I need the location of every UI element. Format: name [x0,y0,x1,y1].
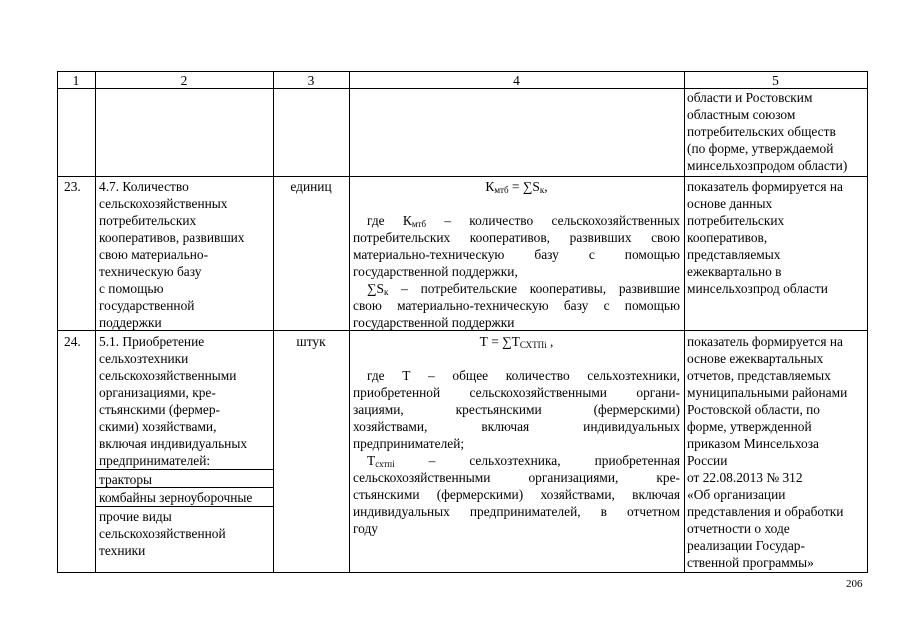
description-line: стьянскими (фермерскими) хозяйствами, включая [353,487,680,502]
source-text: ежеквартально в [687,264,782,279]
description-line: потребительских кооперативов, развивших свою [353,230,680,245]
formula-subscript: СХТПi [519,340,547,350]
source-text: основе данных [687,196,773,211]
indicator-name: 5.1. Приобретение [99,334,205,349]
source-text: минсельхозпрод области [687,281,828,296]
description-text: Т [367,453,376,468]
subrow-divider [95,506,273,507]
sub-item-tractors: тракторы [99,472,153,487]
source-text: потребительских [687,213,785,228]
formula-subscript: к [539,185,545,195]
source-text: форме, утвержденной [687,419,812,434]
source-text: муниципальными районами [687,385,848,400]
source-text: «Об организации [687,487,786,502]
cell-text: (по форме, утверждаемой [687,141,834,156]
formula-symbol: К [485,179,495,194]
source-text: отчетности о ходе [687,521,790,536]
indicator-name: государственной [99,298,195,313]
row-number: 23. [64,179,81,194]
indicator-name: поддержки [99,315,162,330]
cell-text: потребительских обществ [687,124,836,139]
indicator-name: техническую базу [99,264,202,279]
description-line: году [353,521,378,536]
header-col-2: 2 [180,73,188,88]
description-subscript: схтпi [375,459,395,469]
source-text: реализации Государ- [687,538,805,553]
indicator-name: предпринимателей: [99,453,211,468]
cell-text: области и Ростовским [687,90,813,105]
indicator-name: 4.7. Количество [99,179,189,194]
source-text: отчетов, представляемых [687,368,831,383]
header-col-4: 4 [513,73,520,88]
subrow-divider [95,469,273,470]
source-text: представления и обработки [687,504,844,519]
description-line: государственной поддержки, [353,264,518,279]
indicator-name: скими) хозяйствами, [99,419,217,434]
col-border [273,71,274,573]
description-text: ∑S [367,281,384,296]
source-text: России [687,453,728,468]
sub-item-harvesters: комбайны зерноуборочные [99,490,253,505]
header-col-1: 1 [72,73,80,88]
source-text: кооперативов, [687,230,768,245]
indicator-name: сельхозтехники [99,351,189,366]
header-col-3: 3 [307,73,315,88]
description-text: – количество сельскохозяйственных [426,213,680,228]
source-text: ственной программы» [687,555,814,570]
indicator-name: организациями, кре- [99,385,216,400]
unit: штук [296,334,326,349]
col-border [349,71,350,573]
description-line: сельскохозяйственными организациями, кре- [353,470,680,485]
formula-symbol: = ∑S [508,179,540,194]
description-subscript: мтб [411,219,427,229]
indicator-name: включая индивидуальных [99,436,248,451]
description-line: материально-техническую базу с помощью [353,247,680,262]
source-text: от 22.08.2013 № 312 [687,470,803,485]
source-text: приказом Минсельхоза [687,436,819,451]
col-border [684,71,685,573]
formula-symbol: Т = ∑Т [479,334,520,349]
sub-item-other: сельскохозяйственной [99,526,226,541]
source-text: показатель формируется на [687,179,843,194]
source-text: Ростовской области, по [687,402,820,417]
page-number: 206 [846,578,863,590]
description-text: где Т – общее количество сельхозтехники, [367,368,680,383]
indicator-name: сельскохозяйственными [99,368,237,383]
description-subscript: к [384,287,389,297]
description-line: свою материально-техническую базу с помощью [353,298,680,313]
indicator-name: кооперативов, развивших [99,230,245,245]
description-line: индивидуальных предпринимателей, в отчетном [353,504,680,519]
row-number: 24. [64,334,81,349]
header-col-5: 5 [772,73,779,88]
formula [349,178,684,199]
formula-symbol: , [544,179,548,194]
description-line: приобретенной сельскохозяйственными органи- [353,385,680,400]
description-text: – потребительские кооперативы, развившие [388,281,680,296]
formula [349,333,684,354]
description-line [353,367,680,384]
formula-symbol: , [546,334,554,349]
indicator-name: с помощью [99,281,164,296]
cell-text: минсельхозпродом области) [687,158,848,173]
source-text: показатель формируется на [687,334,843,349]
formula-subscript: мтб [494,185,509,195]
col-border [95,71,96,573]
indicator-name: сельскохозяйственных [99,196,228,211]
description-text: – сельхозтехника, приобретенная [394,453,680,468]
description-line: зациями, крестьянскими (фермерскими) [353,402,680,417]
cell-text: областным союзом [687,107,796,122]
source-text: представляемых [687,247,781,262]
indicator-name: свою материально- [99,247,209,262]
indicator-name: стьянскими (фермер- [99,402,220,417]
indicator-name: потребительских [99,213,197,228]
description-line: государственной поддержки [353,315,515,330]
description-text: где К [367,213,412,228]
table-bottom-border [57,572,868,573]
sub-item-other: техники [99,543,146,558]
description-line: хозяйствами, включая индивидуальных [353,419,680,434]
source-text: основе ежеквартальных [687,351,824,366]
unit: единиц [290,179,332,194]
sub-item-other: прочие виды [99,509,172,524]
description-line: предпринимателей; [353,436,465,451]
col-border [867,71,868,573]
col-border [57,71,58,573]
row-divider [57,176,868,177]
